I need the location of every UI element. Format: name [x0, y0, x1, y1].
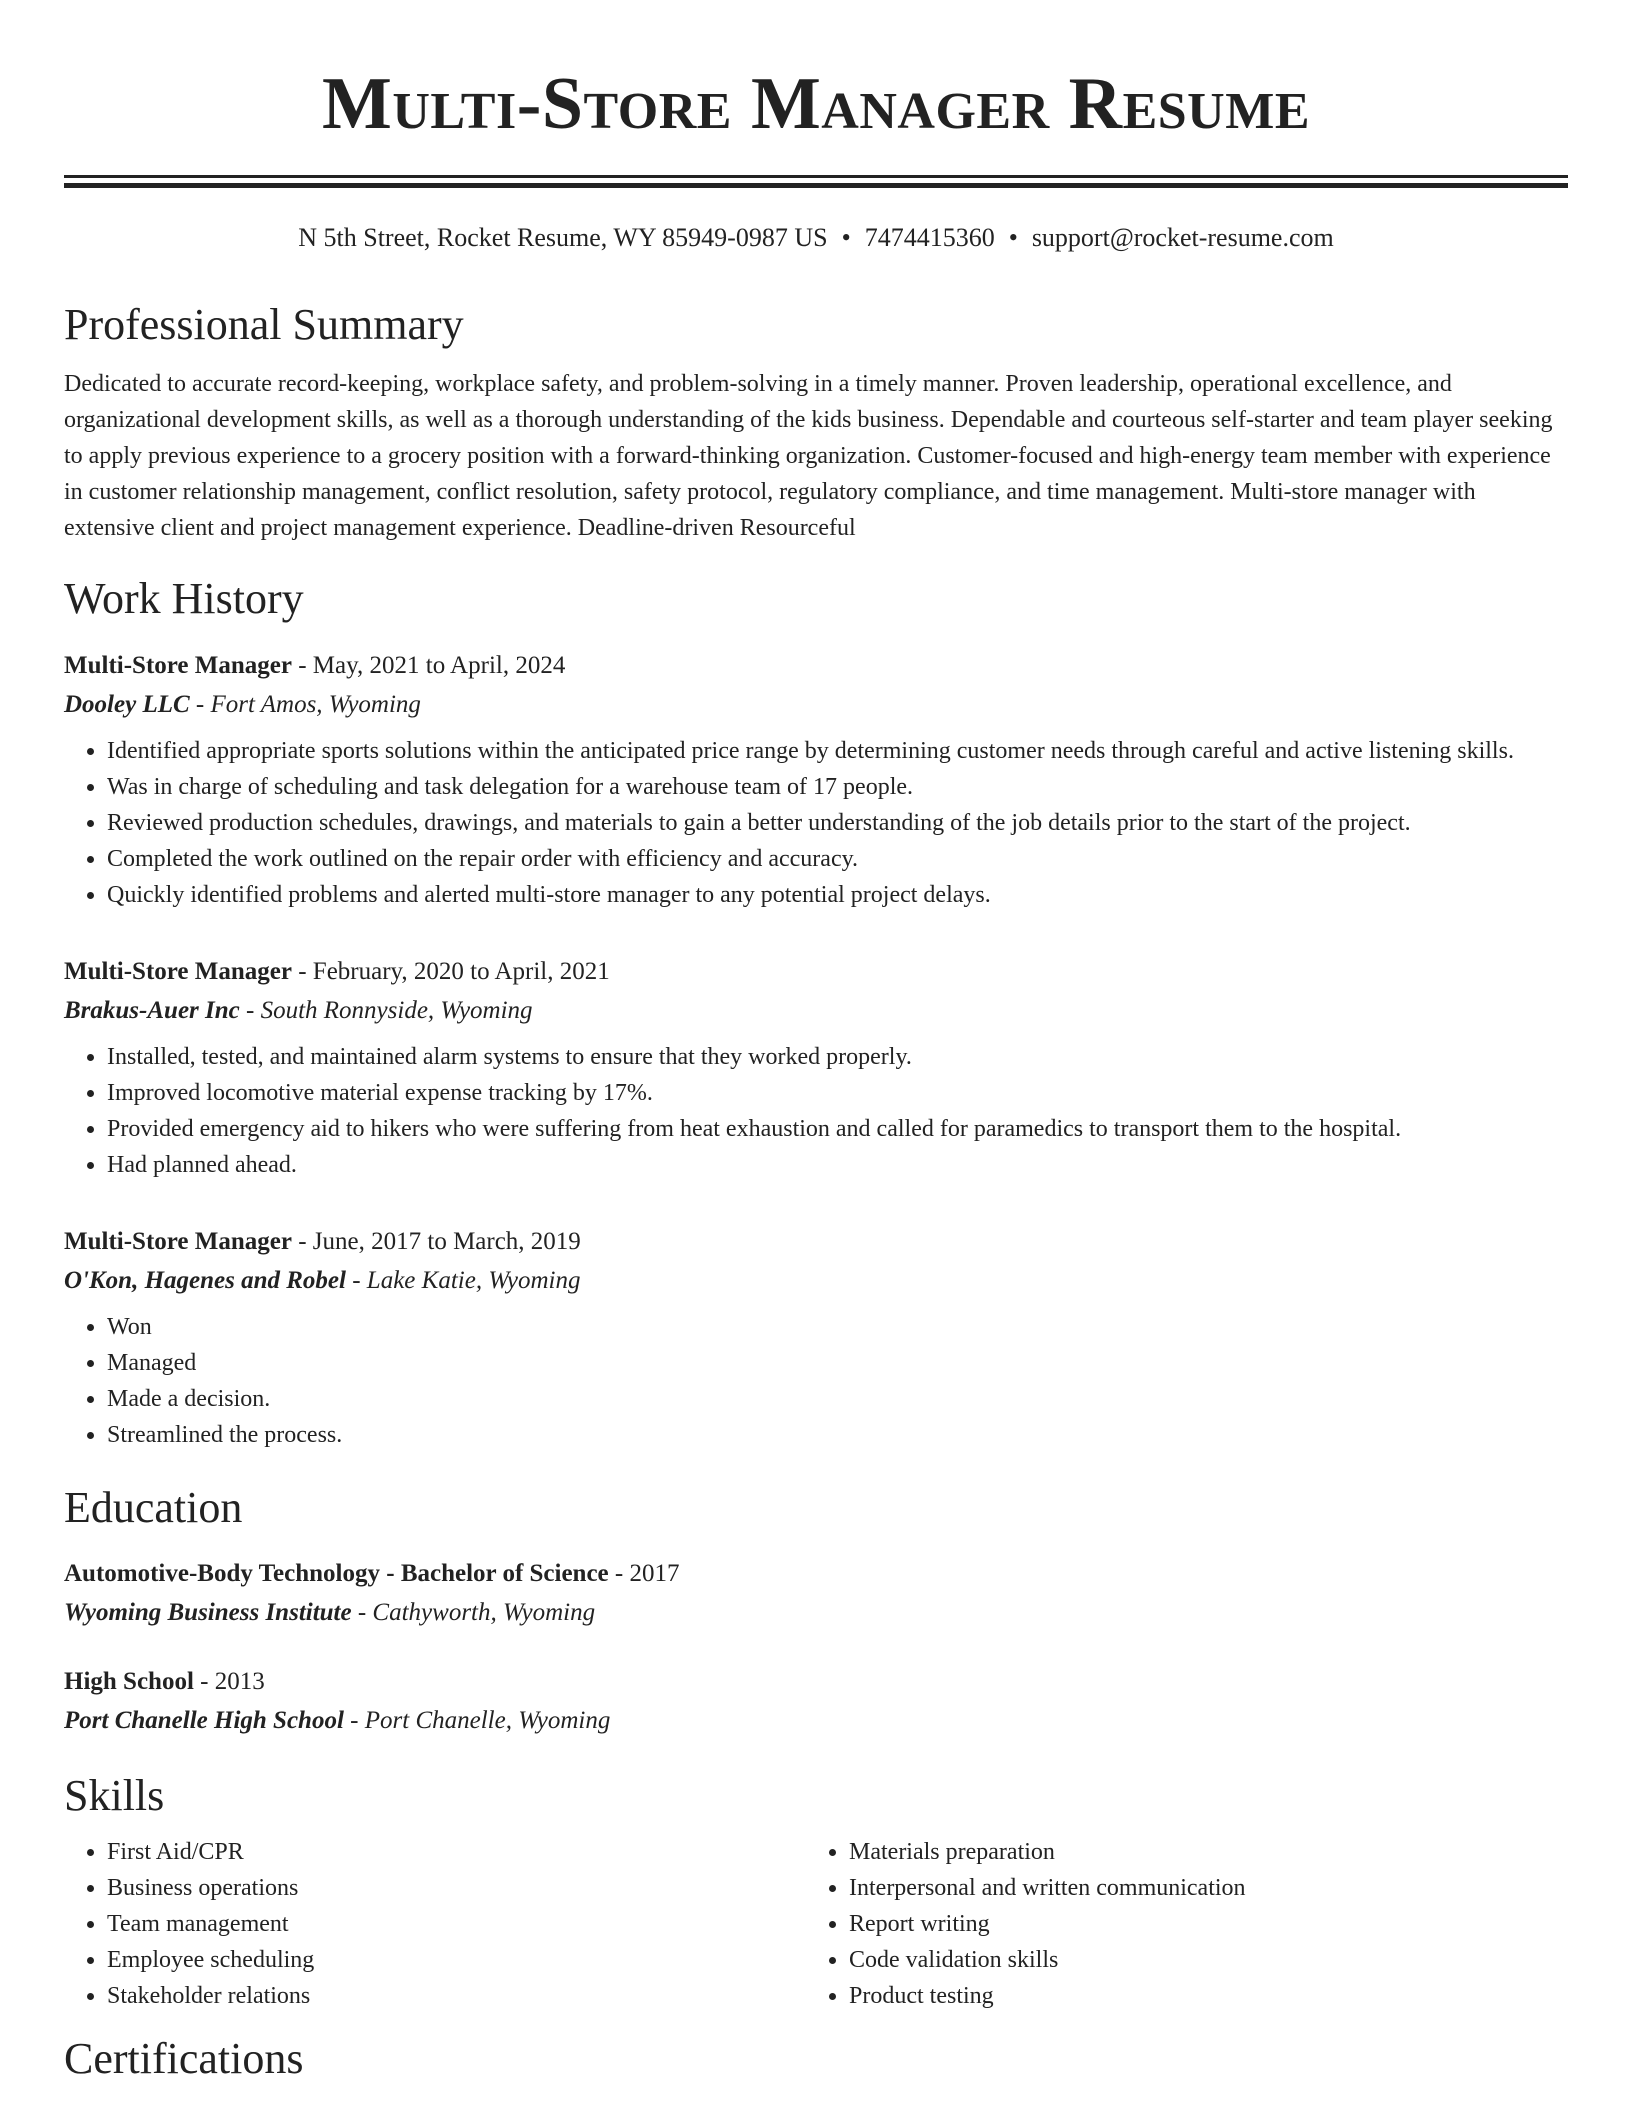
- job-bullet: • Completed the work outlined on the repair order with efficiency and accuracy.: [107, 841, 1568, 877]
- job-bullet: • Improved locomotive material expense tracking by 17%.: [107, 1075, 1568, 1111]
- skill-item: • Materials preparation: [849, 1834, 1548, 1870]
- skills-list: [806, 1834, 1548, 2014]
- education-heading: Education: [64, 1482, 243, 1532]
- job-entry: [64, 953, 1568, 1183]
- education-location: - Cathyworth, Wyoming: [351, 1599, 596, 1627]
- education-degree: High School: [64, 1668, 194, 1696]
- skills-heading: Skills: [64, 1771, 165, 1821]
- job-bullets: [64, 1039, 1568, 1183]
- education-entry: [64, 1663, 1568, 1741]
- job-bullet: • Managed: [107, 1345, 1568, 1381]
- job-bullet: • Quickly identified problems and alerted multi-store manager to any potential project delays.: [107, 877, 1568, 913]
- job-company: O'Kon, Hagenes and Robel: [64, 1266, 346, 1294]
- job-bullet: • Installed, tested, and maintained alarm systems to ensure that they worked properly.: [107, 1039, 1568, 1075]
- job-dates: - June, 2017 to March, 2019: [291, 1227, 581, 1255]
- job-bullet: • Provided emergency aid to hikers who were suffering from heat exhaustion and called for paramedics to transport them to the hospital.: [107, 1111, 1568, 1147]
- job-company-line: [64, 685, 1568, 725]
- education-school: Wyoming Business Institute: [64, 1599, 352, 1627]
- job-bullet: • Identified appropriate sports solutions within the anticipated price range by determining customer needs through careful and active listening skills.: [107, 733, 1568, 769]
- job-company-line: [64, 1261, 1568, 1301]
- education-year: - 2013: [193, 1668, 265, 1696]
- job-company-line: [64, 991, 1568, 1031]
- job-bullet: • Was in charge of scheduling and task delegation for a warehouse team of 17 people.: [107, 769, 1568, 805]
- skill-item: • Product testing: [849, 1978, 1548, 2014]
- resume-title: Multi-Store Manager Resume: [322, 63, 1310, 145]
- job-bullet: • Had planned ahead.: [107, 1147, 1568, 1183]
- job-bullet: • Made a decision.: [107, 1381, 1568, 1417]
- job-bullets: [64, 733, 1568, 913]
- education-school-line: [64, 1593, 1568, 1633]
- job-location: - South Ronnyside, Wyoming: [239, 996, 533, 1024]
- skill-item: • First Aid/CPR: [107, 1834, 806, 1870]
- job-dates: - May, 2021 to April, 2024: [291, 651, 566, 679]
- skill-item: • Report writing: [849, 1906, 1548, 1942]
- job-bullet: • Streamlined the process.: [107, 1417, 1568, 1453]
- skills-column-left: [64, 1834, 806, 2014]
- resume-page: [64, 0, 1568, 2085]
- job-title-line: [64, 953, 1568, 991]
- job-title: Multi-Store Manager: [64, 957, 292, 985]
- job-entry: [64, 1223, 1568, 1453]
- contact-separator: •: [1008, 223, 1018, 253]
- job-bullets: [64, 1309, 1568, 1453]
- skill-item: • Business operations: [107, 1870, 806, 1906]
- education-entry: [64, 1555, 1568, 1633]
- skill-item: • Employee scheduling: [107, 1942, 806, 1978]
- summary-text: Dedicated to accurate record-keeping, workplace safety, and problem-solving in a timely manner. Proven leadership, operational excellence, and organizational development skills, as well as a thorough understanding of the kids business. Dependable and courteous self-starter and team player seeking to apply previous experience to a grocery position with a forward-thinking organization. Customer-focused and high-energy team member with experience in customer relationship management, conflict resolution, safety protocol, regulatory compliance, and time management. Multi-store manager with extensive client and project management experience. Deadline-driven Resourceful: [64, 371, 1553, 542]
- title-rule-thick: [64, 183, 1568, 188]
- skills-columns: [64, 1834, 1568, 2014]
- contact-address: N 5th Street, Rocket Resume, WY 85949-0987 US: [298, 223, 828, 253]
- skill-item: • Stakeholder relations: [107, 1978, 806, 2014]
- job-bullet: • Reviewed production schedules, drawings, and materials to gain a better understanding of the job details prior to the start of the project.: [107, 805, 1568, 841]
- certifications-heading: Certifications: [64, 2033, 304, 2083]
- work-history-heading: Work History: [64, 574, 304, 624]
- education-school-line: [64, 1701, 1568, 1741]
- skills-list: [64, 1834, 806, 2014]
- job-title: Multi-Store Manager: [64, 651, 292, 679]
- skills-column-right: [806, 1834, 1548, 2014]
- contact-email: support@rocket-resume.com: [1031, 223, 1334, 253]
- job-location: - Fort Amos, Wyoming: [189, 690, 421, 718]
- education-school: Port Chanelle High School: [64, 1707, 344, 1735]
- education-degree: Automotive-Body Technology - Bachelor of Science: [64, 1560, 609, 1588]
- job-company: Brakus-Auer Inc: [64, 996, 240, 1024]
- skill-item: • Team management: [107, 1906, 806, 1942]
- contact-line: [64, 222, 1568, 253]
- summary-heading: Professional Summary: [64, 299, 464, 349]
- job-title: Multi-Store Manager: [64, 1227, 292, 1255]
- contact-phone: 7474415360: [864, 223, 995, 253]
- job-location: - Lake Katie, Wyoming: [345, 1266, 581, 1294]
- skill-item: • Interpersonal and written communication: [849, 1870, 1548, 1906]
- title-rule-thin: [64, 175, 1568, 178]
- education-location: - Port Chanelle, Wyoming: [343, 1707, 611, 1735]
- skill-item: • Code validation skills: [849, 1942, 1548, 1978]
- job-bullet: • Won: [107, 1309, 1568, 1345]
- job-title-line: [64, 1223, 1568, 1261]
- education-degree-line: [64, 1555, 1568, 1593]
- job-dates: - February, 2020 to April, 2021: [291, 957, 610, 985]
- job-entry: [64, 647, 1568, 913]
- job-title-line: [64, 647, 1568, 685]
- education-degree-line: [64, 1663, 1568, 1701]
- contact-separator: •: [841, 223, 851, 253]
- education-year: - 2017: [608, 1560, 680, 1588]
- job-company: Dooley LLC: [64, 690, 190, 718]
